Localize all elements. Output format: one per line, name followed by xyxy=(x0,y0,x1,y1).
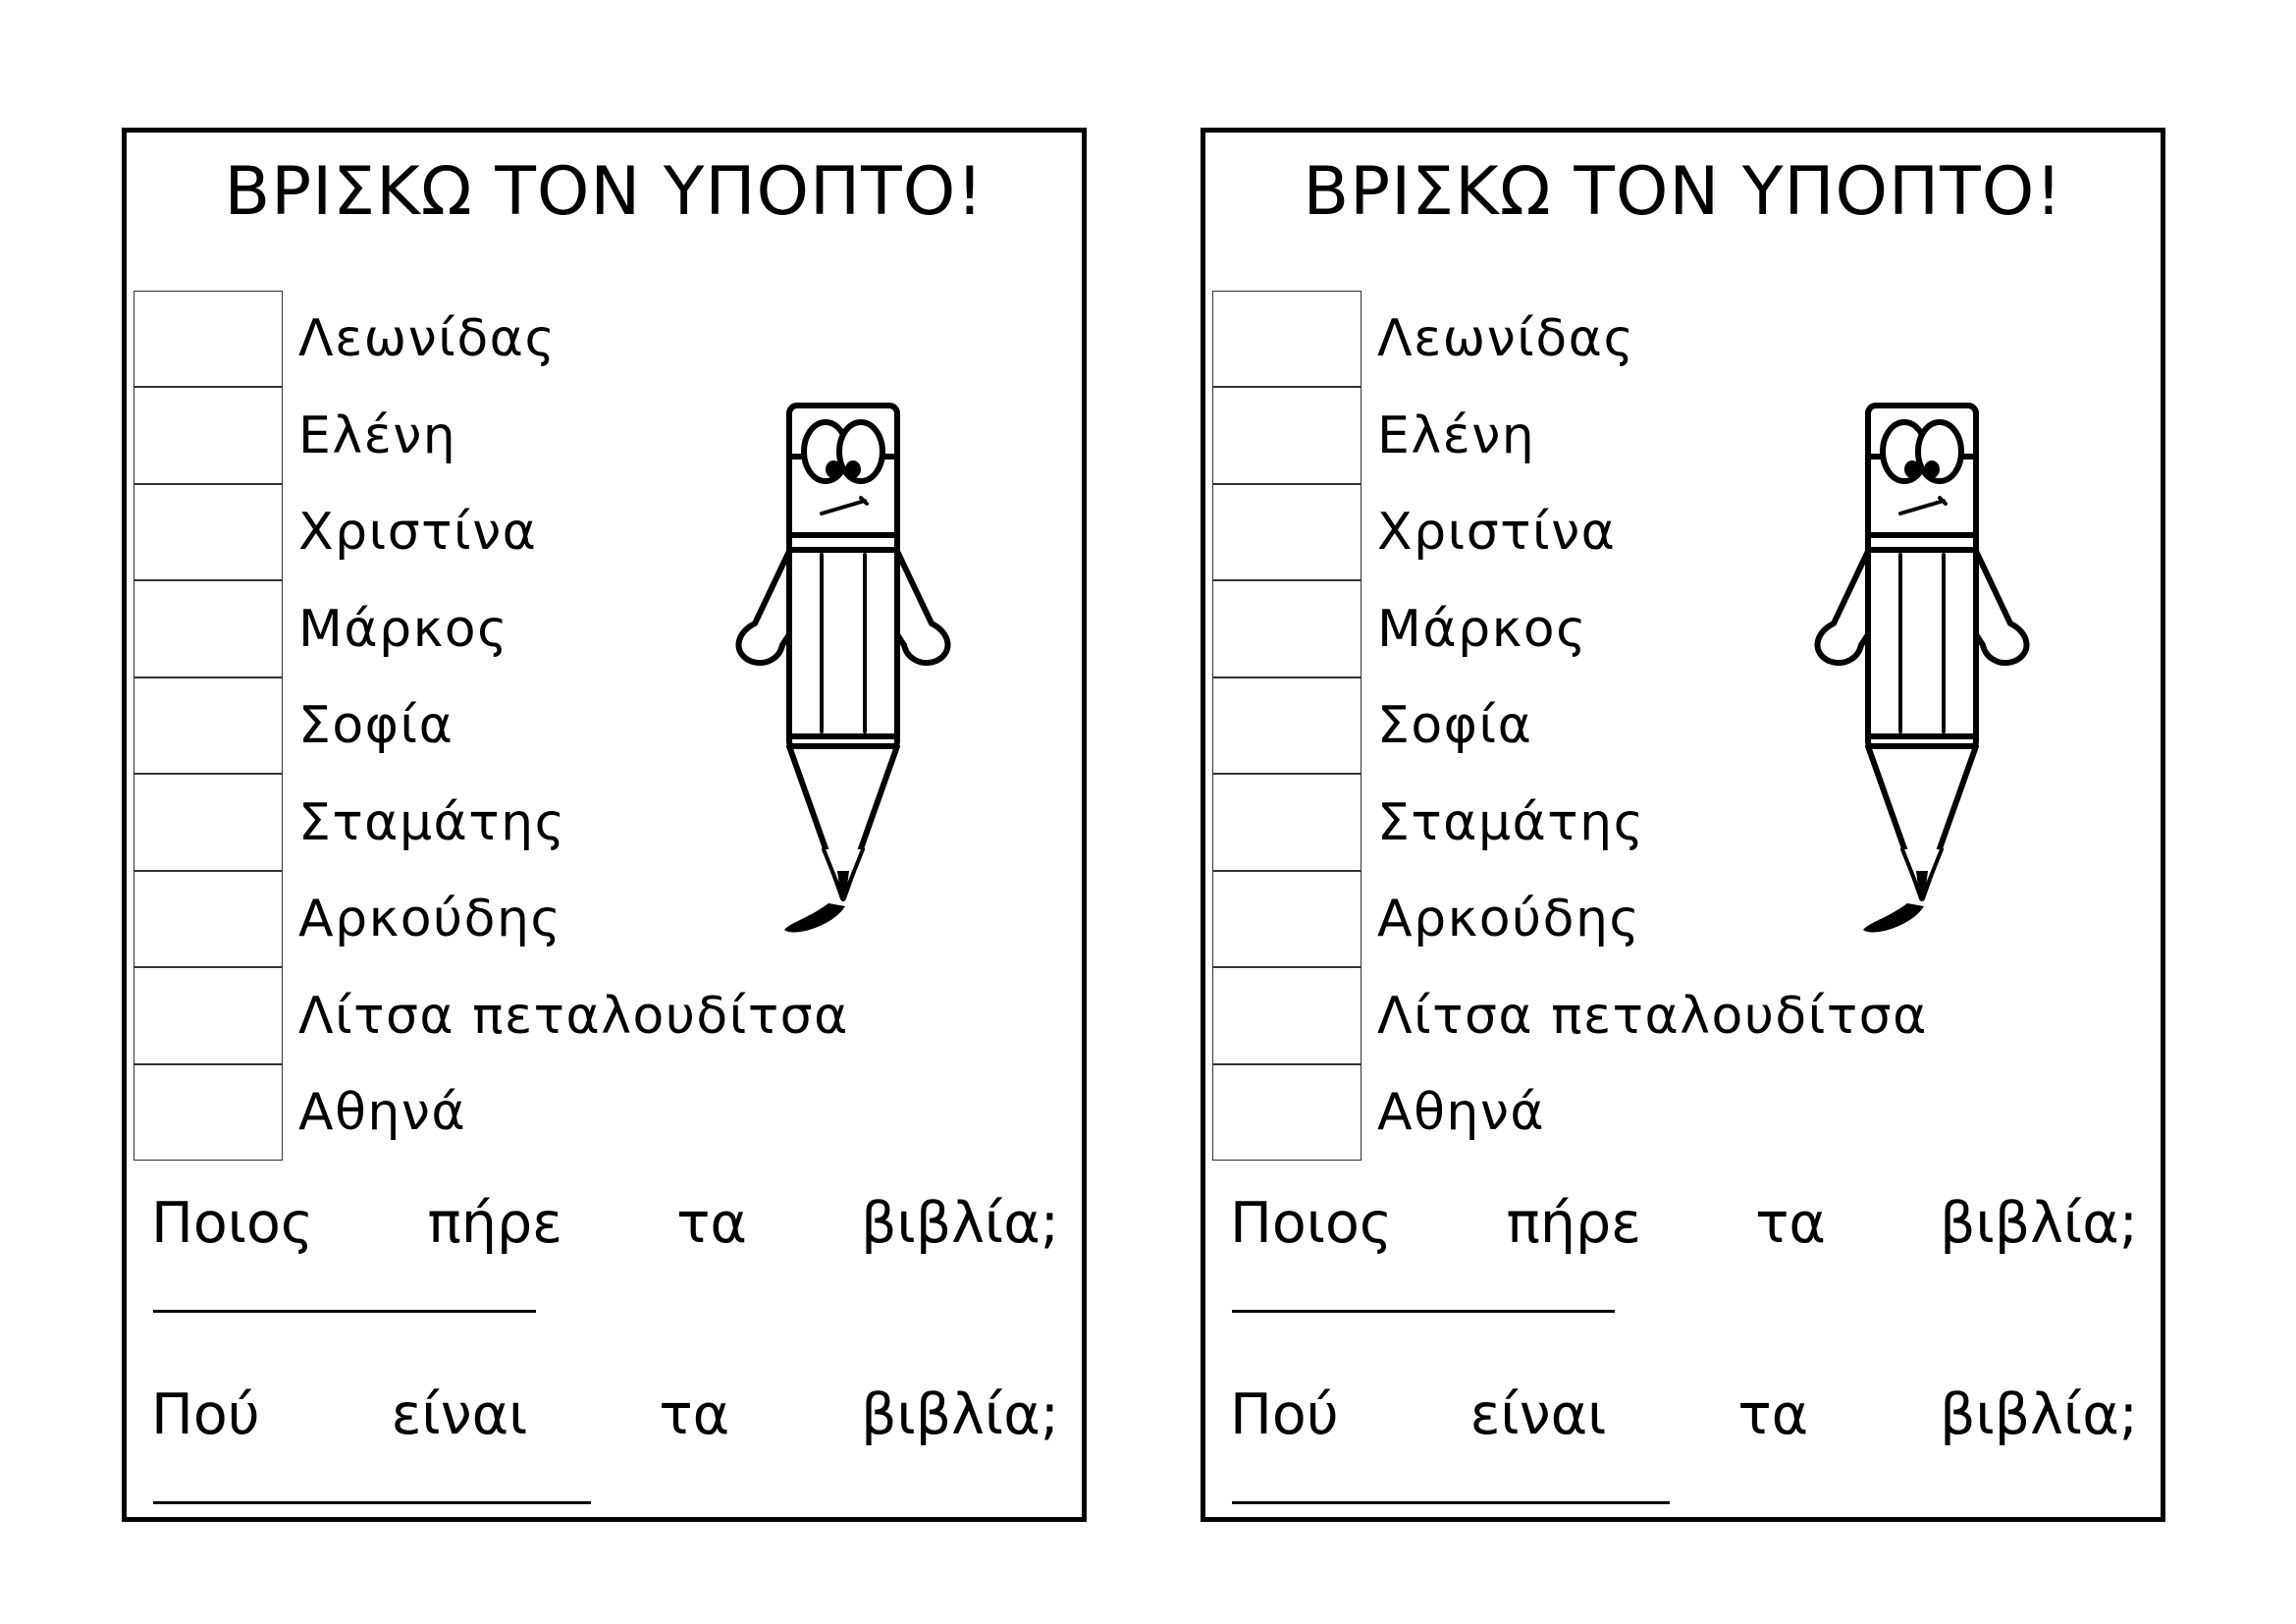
suspect-checkbox[interactable] xyxy=(1212,387,1362,484)
question-word: είναι xyxy=(391,1382,528,1447)
suspect-row xyxy=(133,968,849,1065)
suspect-name: Λίτσα πεταλουδίτσα xyxy=(1377,986,1928,1046)
suspect-checkbox[interactable] xyxy=(133,387,283,484)
suspect-row xyxy=(133,1064,849,1162)
suspect-checkbox[interactable] xyxy=(133,484,283,581)
suspect-name: Σοφία xyxy=(1377,696,1533,756)
answer-line-where[interactable] xyxy=(1232,1501,1670,1504)
question-word: πήρε xyxy=(427,1191,562,1256)
suspect-checkbox[interactable] xyxy=(133,967,283,1064)
card-title: ΒΡΙΣΚΩ ΤΟΝ ΥΠΟΠΤΟ! xyxy=(1303,153,2063,231)
suspect-name: Ελένη xyxy=(1377,406,1536,465)
suspect-name: Λίτσα πεταλουδίτσα xyxy=(298,986,849,1046)
suspect-checkbox[interactable] xyxy=(133,1064,283,1162)
question-word: Πού xyxy=(1230,1382,1339,1447)
question-word: βιβλία; xyxy=(1940,1191,2138,1256)
suspect-checkbox[interactable] xyxy=(1212,677,1362,775)
question-word: πήρε xyxy=(1506,1191,1641,1256)
question-who-took-books xyxy=(151,1191,1059,1256)
suspect-checkbox[interactable] xyxy=(133,580,283,677)
suspect-name: Αρκούδης xyxy=(298,890,562,949)
pencil-character-illustration xyxy=(735,388,971,938)
question-where-are-books xyxy=(1230,1382,2138,1447)
suspect-row xyxy=(1212,1064,1928,1162)
suspect-row xyxy=(1212,968,1928,1065)
question-word: Ποιος xyxy=(1230,1191,1393,1256)
question-who-took-books xyxy=(1230,1191,2138,1256)
suspect-checkbox[interactable] xyxy=(1212,871,1362,968)
suspect-name: Σταμάτης xyxy=(1377,792,1645,852)
question-where-are-books xyxy=(151,1382,1059,1447)
suspect-checkbox[interactable] xyxy=(1212,291,1362,388)
suspect-name: Λεωνίδας xyxy=(298,309,557,369)
worksheet-card-right xyxy=(1201,128,2165,1522)
question-word: Ποιος xyxy=(151,1191,314,1256)
suspect-name: Ελένη xyxy=(298,406,457,465)
suspect-checkbox[interactable] xyxy=(1212,484,1362,581)
suspect-name: Χριστίνα xyxy=(1377,503,1617,563)
suspect-name: Αθηνά xyxy=(298,1083,467,1143)
question-word: είναι xyxy=(1469,1382,1607,1447)
worksheet-card-left xyxy=(122,128,1087,1522)
suspect-checkbox[interactable] xyxy=(133,774,283,871)
suspect-checkbox[interactable] xyxy=(1212,580,1362,677)
question-word: τα xyxy=(659,1382,730,1447)
question-word: τα xyxy=(1755,1191,1826,1256)
question-word: τα xyxy=(1737,1382,1809,1447)
suspect-name: Σοφία xyxy=(298,696,454,756)
pencil-character-illustration xyxy=(1814,388,2050,938)
suspect-checkbox[interactable] xyxy=(1212,967,1362,1064)
card-title: ΒΡΙΣΚΩ ΤΟΝ ΥΠΟΠΤΟ! xyxy=(224,153,985,231)
question-word: βιβλία; xyxy=(861,1382,1059,1447)
question-word: βιβλία; xyxy=(1940,1382,2138,1447)
suspect-name: Χριστίνα xyxy=(298,503,538,563)
suspect-name: Σταμάτης xyxy=(298,792,566,852)
suspect-name: Αθηνά xyxy=(1377,1083,1546,1143)
suspect-row xyxy=(1212,291,1928,388)
answer-line-who[interactable] xyxy=(153,1310,536,1313)
answer-line-where[interactable] xyxy=(153,1501,591,1504)
suspect-checkbox[interactable] xyxy=(133,871,283,968)
suspect-name: Μάρκος xyxy=(298,599,509,659)
question-word: τα xyxy=(676,1191,747,1256)
suspect-checkbox[interactable] xyxy=(1212,774,1362,871)
suspect-row xyxy=(133,291,849,388)
suspect-checkbox[interactable] xyxy=(133,677,283,775)
suspect-name: Αρκούδης xyxy=(1377,890,1641,949)
suspect-checkbox[interactable] xyxy=(133,291,283,388)
suspect-name: Μάρκος xyxy=(1377,599,1588,659)
answer-line-who[interactable] xyxy=(1232,1310,1615,1313)
question-word: βιβλία; xyxy=(861,1191,1059,1256)
suspect-name: Λεωνίδας xyxy=(1377,309,1635,369)
suspect-checkbox[interactable] xyxy=(1212,1064,1362,1162)
question-word: Πού xyxy=(151,1382,260,1447)
